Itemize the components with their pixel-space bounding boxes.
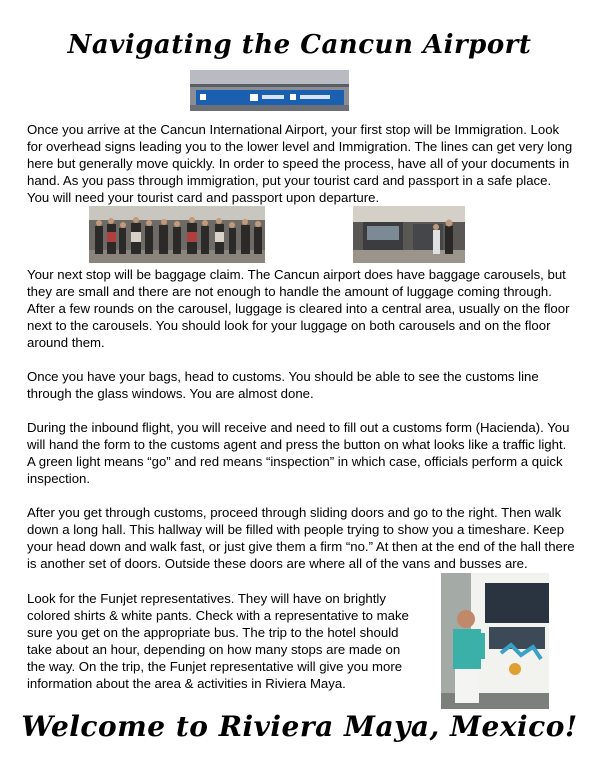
paragraph-customs: Once you have your bags, head to customs. You should be able to see the customs line through the glass windows. You are almost done. [27,369,539,401]
footer-title: Welcome to Riviera Maya, Mexico! [21,710,578,743]
paragraph-baggage-claim: Your next stop will be baggage claim. The Cancun airport does have baggage carousels, but they are small and there are not enough to handle the amount of luggage coming through. After a few rounds on the carousel, luggage is cleared into a central area, usually on the floor next to the carousels. You should look for your luggage on both carousels and on the floor around them. [27,267,570,350]
airport-signage-photo [190,70,349,111]
immigration-counter-photo [353,206,465,263]
immigration-crowd-photo [89,206,265,263]
funjet-representative-bus-photo [441,573,549,709]
paragraph-timeshare-hall: After you get through customs, proceed through sliding doors and go to the right. Then walk down a long hall. This hallway will be filled with people trying to show you a timeshare. Keep your head down and walk fast, or just give them a firm “no.” At then at the end of the hall there is another set of doors. Outside these doors are where all of the vans and busses are. [27,505,575,571]
paragraph-immigration: Once you arrive at the Cancun International Airport, your first stop will be Immigration. Look for overhead signs leading you to the lower level and Immigration. The lines can get very long here but generally move quickly. In order to speed the process, have all of your documents in hand. As you pass through immigration, put your tourist card and passport in a safe place. You will need your tourist card and passport upon departure. [27,122,573,205]
paragraph-customs-form: During the inbound flight, you will receive and need to fill out a customs form (Hacienda). You will hand the form to the customs agent and press the button on what looks like a traffic light. A green light means “go” and red means “inspection” in which case, officials perform a quick inspection. [27,420,570,486]
page-title: Navigating the Cancun Airport [67,30,532,60]
paragraph-funjet: Look for the Funjet representatives. They will have on brightly colored shirts & white pants. Check with a representative to make sure you get on the appropriate bus. The trip to the hotel should take about an hour, depending on how many stops are made on the way. On the trip, the Funjet representative will give you more information about the area & activities in Riviera Maya. [27,591,409,691]
